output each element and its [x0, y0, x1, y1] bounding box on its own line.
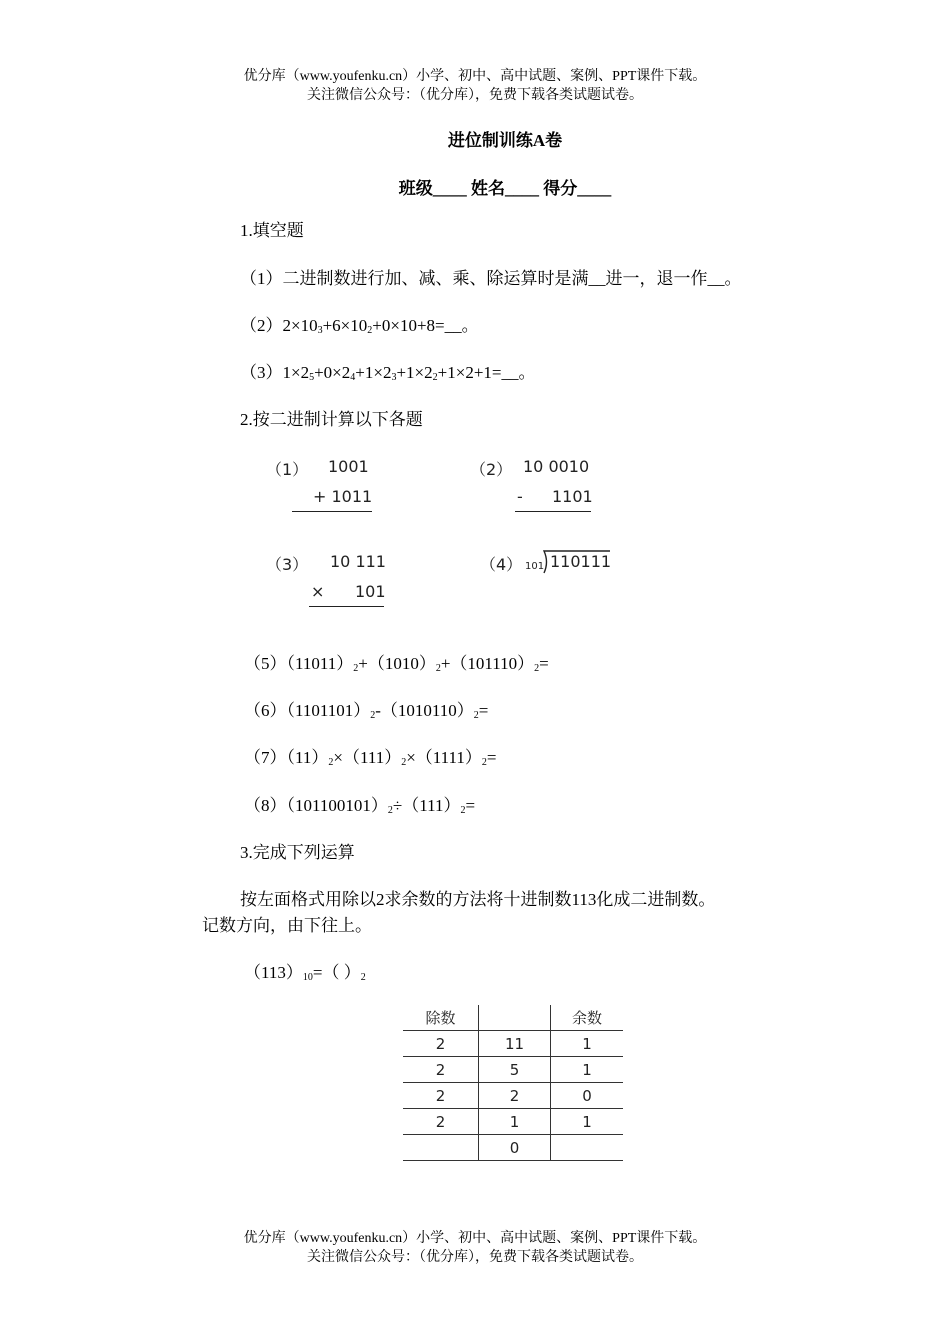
table-cell: 1 — [551, 1057, 624, 1083]
table-cell: 1 — [551, 1109, 624, 1135]
table-row — [403, 1109, 623, 1135]
problem-2-2-top: 10 0010 — [523, 457, 590, 476]
problem-2-2-rule — [515, 511, 591, 512]
table-cell: 2 — [403, 1109, 479, 1135]
table-cell: 11 — [479, 1031, 551, 1057]
question-1-3: $(3)1\times 2_5+0\times 2_4+1\times 2_3+1\times 2_2+1\times 2+1=\_\_$。 — [240, 363, 536, 383]
problem-2-3-label: （3） — [266, 555, 309, 574]
division-remainder-table — [403, 1005, 623, 1161]
table-header-cell: 余数 — [551, 1005, 624, 1031]
problem-2-4-divisor: 101 — [525, 561, 545, 572]
question-2-8: $(8)(101100101)_2\div(111)_2=$ — [244, 796, 476, 816]
table-cell: 0 — [551, 1083, 624, 1109]
table-cell: 2 — [403, 1057, 479, 1083]
problem-2-3-bottom: 101 — [355, 582, 386, 601]
table-header-row — [403, 1005, 623, 1031]
problem-2-1-label: （1） — [266, 460, 309, 479]
table-header-cell — [479, 1005, 551, 1031]
table-row — [403, 1057, 623, 1083]
problem-2-4-dividend: 110111 — [550, 552, 612, 571]
footer-line-2: 关注微信公众号：（优分库），免费下载各类试题试卷。 — [307, 1250, 643, 1265]
question-1-2: $(2)2\times 10_3+6\times 10_2+0\times 10+8=\_\_$。 — [240, 316, 479, 336]
table-cell: 1 — [551, 1031, 624, 1057]
problem-2-1-bottom: + 1011 — [313, 487, 373, 506]
table-cell — [403, 1135, 479, 1161]
table-cell: 2 — [403, 1031, 479, 1057]
section2-heading: 2.按二进制计算以下各题 — [240, 410, 423, 429]
table-cell: 5 — [479, 1057, 551, 1083]
problem-2-3-top: 10 111 — [330, 552, 386, 571]
table-cell: 2 — [479, 1083, 551, 1109]
problem-2-3-rule — [309, 606, 384, 607]
header-line-1: 优分库（www.youfenku.cn）小学、初中、高中试题、案例、PPT课件下载。 — [243, 69, 707, 84]
problem-2-1-rule — [292, 511, 372, 512]
question-2-6: $(6)(1101101)_2-(1010110)_2=$ — [244, 701, 489, 721]
page-title: 进位制训练A卷 — [447, 131, 563, 150]
table-cell: 0 — [479, 1135, 551, 1161]
question-2-7: $(7)(11)_2\times(111)_2\times(1111)_2=$ — [244, 748, 497, 768]
problem-2-1-top: 1001 — [328, 457, 369, 476]
footer-line-1: 优分库（www.youfenku.cn）小学、初中、高中试题、案例、PPT课件下载。 — [243, 1231, 707, 1246]
question-2-5: $(5)(11011)_2+(1010)_2+(101110)_2=$ — [244, 654, 549, 674]
problem-2-3-operator: × — [311, 582, 325, 601]
table-row — [403, 1083, 623, 1109]
section3-description-line-2: 记数方向，由下往上。 — [202, 916, 372, 935]
header-line-2: 关注微信公众号：（优分库），免费下载各类试题试卷。 — [307, 88, 643, 103]
table-cell: 1 — [479, 1109, 551, 1135]
table-row — [403, 1031, 623, 1057]
info-line: 班级____ 姓名____ 得分____ — [398, 179, 612, 198]
problem-2-2-label: （2） — [470, 460, 513, 479]
table-cell — [551, 1135, 624, 1161]
section3-heading: 3.完成下列运算 — [240, 843, 355, 862]
section3-equation: $(113)_{10}=$（ ）$_2$ — [244, 963, 366, 983]
problem-2-2-operator: - — [517, 487, 523, 506]
section1-heading: 1.填空题 — [240, 221, 304, 240]
section3-description-line-1: 按左面格式用除以2求余数的方法将十进制数113化成二进制数。 — [240, 890, 716, 909]
table-header-cell: 除数 — [403, 1005, 479, 1031]
problem-2-4-label: （4） — [480, 555, 523, 574]
problem-2-2-bottom: 1101 — [552, 487, 593, 506]
table-row — [403, 1135, 623, 1161]
table-cell: 2 — [403, 1083, 479, 1109]
question-1-1: （1）二进制数进行加、减、乘、除运算时是满__进一，退一作__。 — [240, 269, 742, 288]
